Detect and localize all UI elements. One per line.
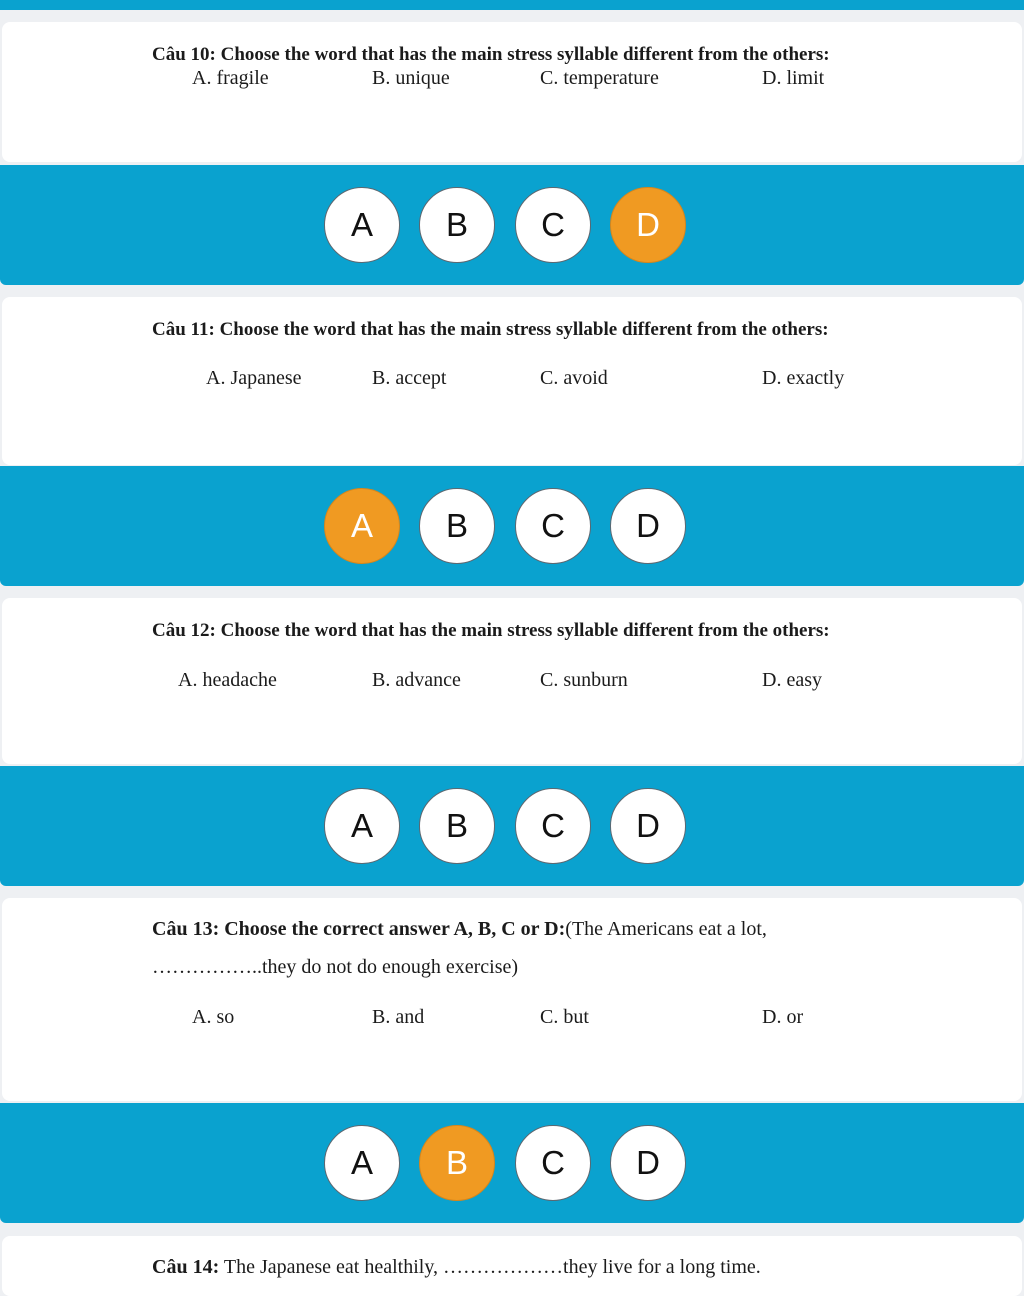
answer-button-d[interactable]: D [610, 187, 686, 263]
question-label: Câu 13: [152, 918, 220, 940]
question-prompt-continuation: (The Americans eat a lot, [565, 918, 767, 940]
option-d: D. exactly [762, 367, 845, 389]
option-c: C. sunburn [540, 669, 628, 691]
question-card-14 [2, 1236, 1022, 1296]
question-label: Câu 10: [152, 44, 216, 65]
answer-button-b[interactable]: B [419, 788, 495, 864]
option-b: B. advance [372, 669, 461, 691]
option-a: A. fragile [192, 67, 269, 89]
question-card-10 [2, 22, 1022, 162]
option-b: B. unique [372, 67, 450, 89]
answer-button-c[interactable]: C [515, 788, 591, 864]
answer-button-a[interactable]: A [324, 788, 400, 864]
question-label: Câu 12: [152, 620, 216, 641]
answer-button-c[interactable]: C [515, 488, 591, 564]
answer-button-d[interactable]: D [610, 788, 686, 864]
option-b: B. and [372, 1006, 425, 1028]
question-label: Câu 11: [152, 319, 215, 340]
question-card-11 [2, 297, 1022, 465]
answer-band-10 [0, 165, 1024, 285]
question-prompt: Choose the word that has the main stress syllable different from the others: [220, 44, 830, 65]
question-prompt: The Japanese eat healthily, ………………they live for a long time. [223, 1256, 761, 1278]
option-c: C. avoid [540, 367, 608, 389]
question-label: Câu 14: [152, 1256, 220, 1278]
answer-button-d[interactable]: D [610, 488, 686, 564]
answer-button-a[interactable]: A [324, 187, 400, 263]
answer-button-d[interactable]: D [610, 1125, 686, 1201]
option-a: A. headache [178, 669, 277, 691]
answer-button-a[interactable]: A [324, 488, 400, 564]
answer-band-11 [0, 466, 1024, 586]
option-a: A. Japanese [206, 367, 302, 389]
answer-button-b[interactable]: B [419, 1125, 495, 1201]
question-prompt: Choose the correct answer A, B, C or D: [224, 918, 566, 940]
question-prompt: Choose the word that has the main stress syllable different from the others: [219, 319, 829, 340]
option-c: C. temperature [540, 67, 659, 89]
answer-band-12 [0, 766, 1024, 886]
option-b: B. accept [372, 367, 447, 389]
option-c: C. but [540, 1006, 589, 1028]
option-d: D. or [762, 1006, 804, 1028]
option-a: A. so [192, 1006, 235, 1028]
answer-button-b[interactable]: B [419, 488, 495, 564]
answer-button-b[interactable]: B [419, 187, 495, 263]
answer-button-a[interactable]: A [324, 1125, 400, 1201]
answer-button-c[interactable]: C [515, 187, 591, 263]
question-card-12 [2, 598, 1022, 764]
top-accent-bar [0, 0, 1024, 10]
answer-band-13 [0, 1103, 1024, 1223]
option-d: D. easy [762, 669, 822, 691]
option-d: D. limit [762, 67, 825, 89]
question-prompt: Choose the word that has the main stress syllable different from the others: [220, 620, 830, 641]
question-card-13 [2, 898, 1022, 1101]
question-line-2: ……………..they do not do enough exercise) [152, 956, 519, 978]
answer-button-c[interactable]: C [515, 1125, 591, 1201]
